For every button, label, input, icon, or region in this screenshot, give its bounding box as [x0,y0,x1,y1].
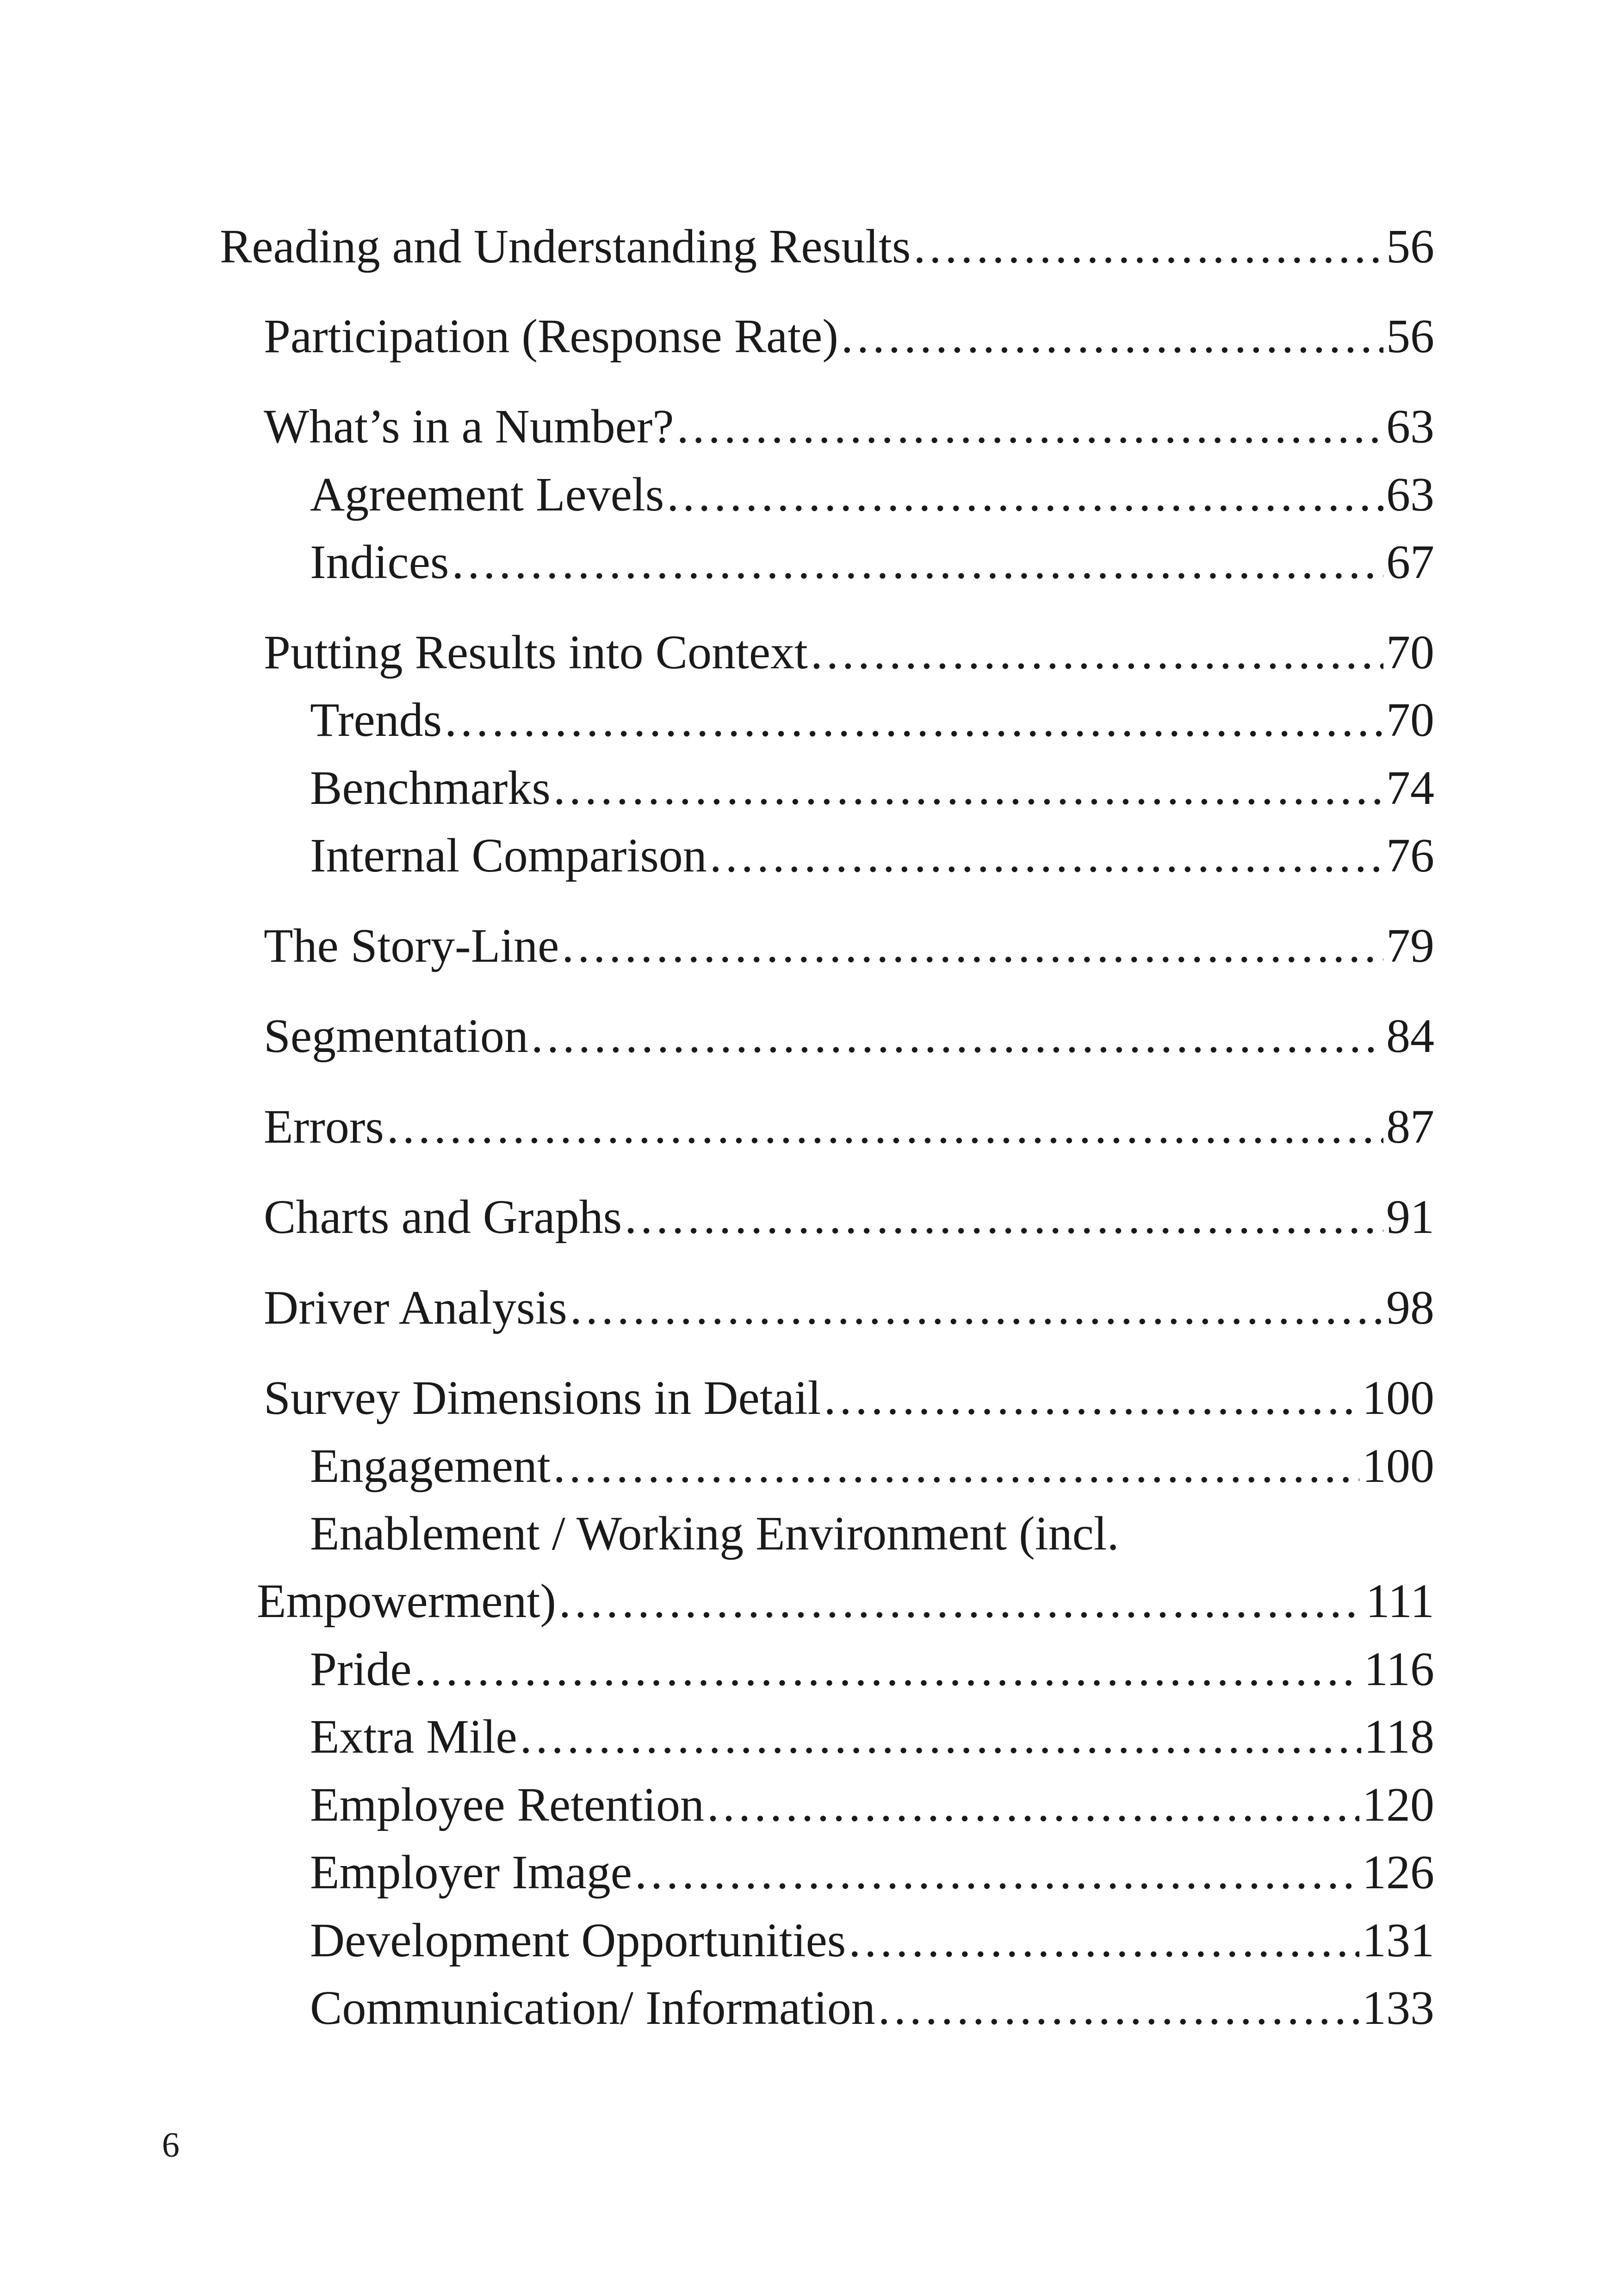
toc-entry-title: Development Opportunities [310,1914,846,1967]
toc-entry-charts-and-graphs[interactable] [264,1189,1434,1245]
toc-entry-benchmarks[interactable] [310,760,1434,816]
toc-entry-title: Internal Comparison [310,829,707,882]
dot-leader [625,1189,1383,1245]
toc-entry-page: 67 [1386,535,1434,589]
toc-entry-page: 111 [1365,1574,1434,1628]
dot-leader [559,1574,1363,1629]
toc-entry-communication-information[interactable] [310,1980,1434,2036]
toc-entry-pride[interactable] [310,1642,1434,1697]
toc-entry-reading-and-understanding-results[interactable] [220,219,1434,274]
toc-entry-page: 63 [1386,468,1434,521]
dot-leader [520,1709,1361,1765]
toc-entry-page: 116 [1364,1643,1434,1696]
toc-entry-trends[interactable] [310,692,1434,748]
toc-entry-page: 74 [1386,761,1434,815]
toc-entry-page: 126 [1362,1846,1434,1899]
toc-entry-page: 76 [1386,829,1434,882]
dot-leader [570,1280,1383,1336]
toc-entry-page: 133 [1362,1981,1434,2035]
toc-entry-page: 131 [1362,1914,1434,1967]
toc-entry-page: 120 [1362,1778,1434,1831]
dot-leader [387,1099,1383,1155]
toc-entry-title: Empowerment) [257,1574,556,1628]
toc-entry-development-opportunities[interactable] [310,1913,1434,1968]
dot-leader [841,309,1383,364]
toc-entry-enablement-first-line[interactable]: Enablement / Working Environment (incl. [310,1507,1119,1560]
toc-entry-page: 87 [1386,1100,1434,1153]
toc-entry-page: 100 [1362,1439,1434,1493]
dot-leader [531,1008,1383,1064]
dot-leader [445,692,1383,748]
toc-entry-segmentation[interactable] [264,1008,1434,1064]
toc-entry-employee-retention[interactable] [310,1777,1434,1833]
toc-entry-extra-mile[interactable] [310,1709,1434,1765]
toc-entry-survey-dimensions-in-detail[interactable] [264,1370,1434,1426]
toc-entry-engagement[interactable] [310,1438,1434,1494]
dot-leader [415,1642,1361,1697]
toc-entry-title: Putting Results into Context [264,626,808,679]
toc-entry-page: 63 [1386,400,1434,453]
dot-leader [667,467,1383,523]
toc-entry-page: 79 [1386,919,1434,972]
toc-entry-title: What’s in a Number? [264,400,674,453]
toc-entry-title: Extra Mile [310,1710,517,1763]
toc-entry-title: Charts and Graphs [264,1190,622,1244]
dot-leader [553,760,1383,816]
toc-entry-title: Indices [310,535,449,589]
dot-leader [553,1438,1359,1494]
toc-entry-title: The Story-Line [264,919,559,972]
dot-leader [913,219,1383,274]
toc-entry-title: Communication/ Information [310,1981,875,2035]
toc-entry-employer-image[interactable] [310,1845,1434,1900]
toc-entry-title: Trends [310,693,442,747]
toc-entry-page: 70 [1386,693,1434,747]
toc-entry-whats-in-a-number[interactable] [264,399,1434,454]
dot-leader [710,828,1383,884]
toc-entry-putting-results-into-context[interactable] [264,625,1434,680]
toc-entry-driver-analysis[interactable] [264,1280,1434,1336]
toc-entry-agreement-levels[interactable] [310,467,1434,523]
dot-leader [635,1845,1359,1900]
toc-entry-participation[interactable] [264,309,1434,364]
dot-leader [824,1370,1359,1426]
toc-entry-page: 98 [1386,1281,1434,1334]
toc-entry-title: Benchmarks [310,761,551,815]
toc-entry-title: Pride [310,1643,412,1696]
toc-entry-title: Participation (Response Rate) [264,310,838,363]
toc-entry-page: 84 [1386,1009,1434,1063]
dot-leader [811,625,1383,680]
toc-entry-page: 118 [1364,1710,1434,1763]
toc-entry-title: Segmentation [264,1009,528,1063]
toc-entry-title: Reading and Understanding Results [220,220,911,273]
dot-leader [849,1913,1359,1968]
toc-entry-title: Agreement Levels [310,468,664,521]
dot-leader [707,1777,1359,1833]
toc-entry-page: 56 [1386,220,1434,273]
toc-entry-page: 100 [1362,1371,1434,1425]
toc-entry-enablement-continuation[interactable] [257,1574,1434,1629]
toc-entry-page: 56 [1386,310,1434,363]
toc-entry-page: 91 [1386,1190,1434,1244]
dot-leader [452,535,1383,590]
toc-entry-title: Survey Dimensions in Detail [264,1371,821,1425]
toc-entry-title: Employer Image [310,1846,632,1899]
dot-leader [878,1980,1359,2036]
toc-entry-title: Employee Retention [310,1778,705,1831]
dot-leader [677,399,1383,454]
toc-entry-title: Driver Analysis [264,1281,567,1334]
page-number: 6 [162,2126,180,2165]
dot-leader [562,918,1383,974]
toc-entry-the-story-line[interactable] [264,918,1434,974]
toc-entry-page: 70 [1386,626,1434,679]
toc-entry-title: Errors [264,1100,384,1153]
toc-entry-internal-comparison[interactable] [310,828,1434,884]
toc-entry-indices[interactable] [310,535,1434,590]
toc-entry-title: Engagement [310,1439,551,1493]
toc-entry-errors[interactable] [264,1099,1434,1155]
